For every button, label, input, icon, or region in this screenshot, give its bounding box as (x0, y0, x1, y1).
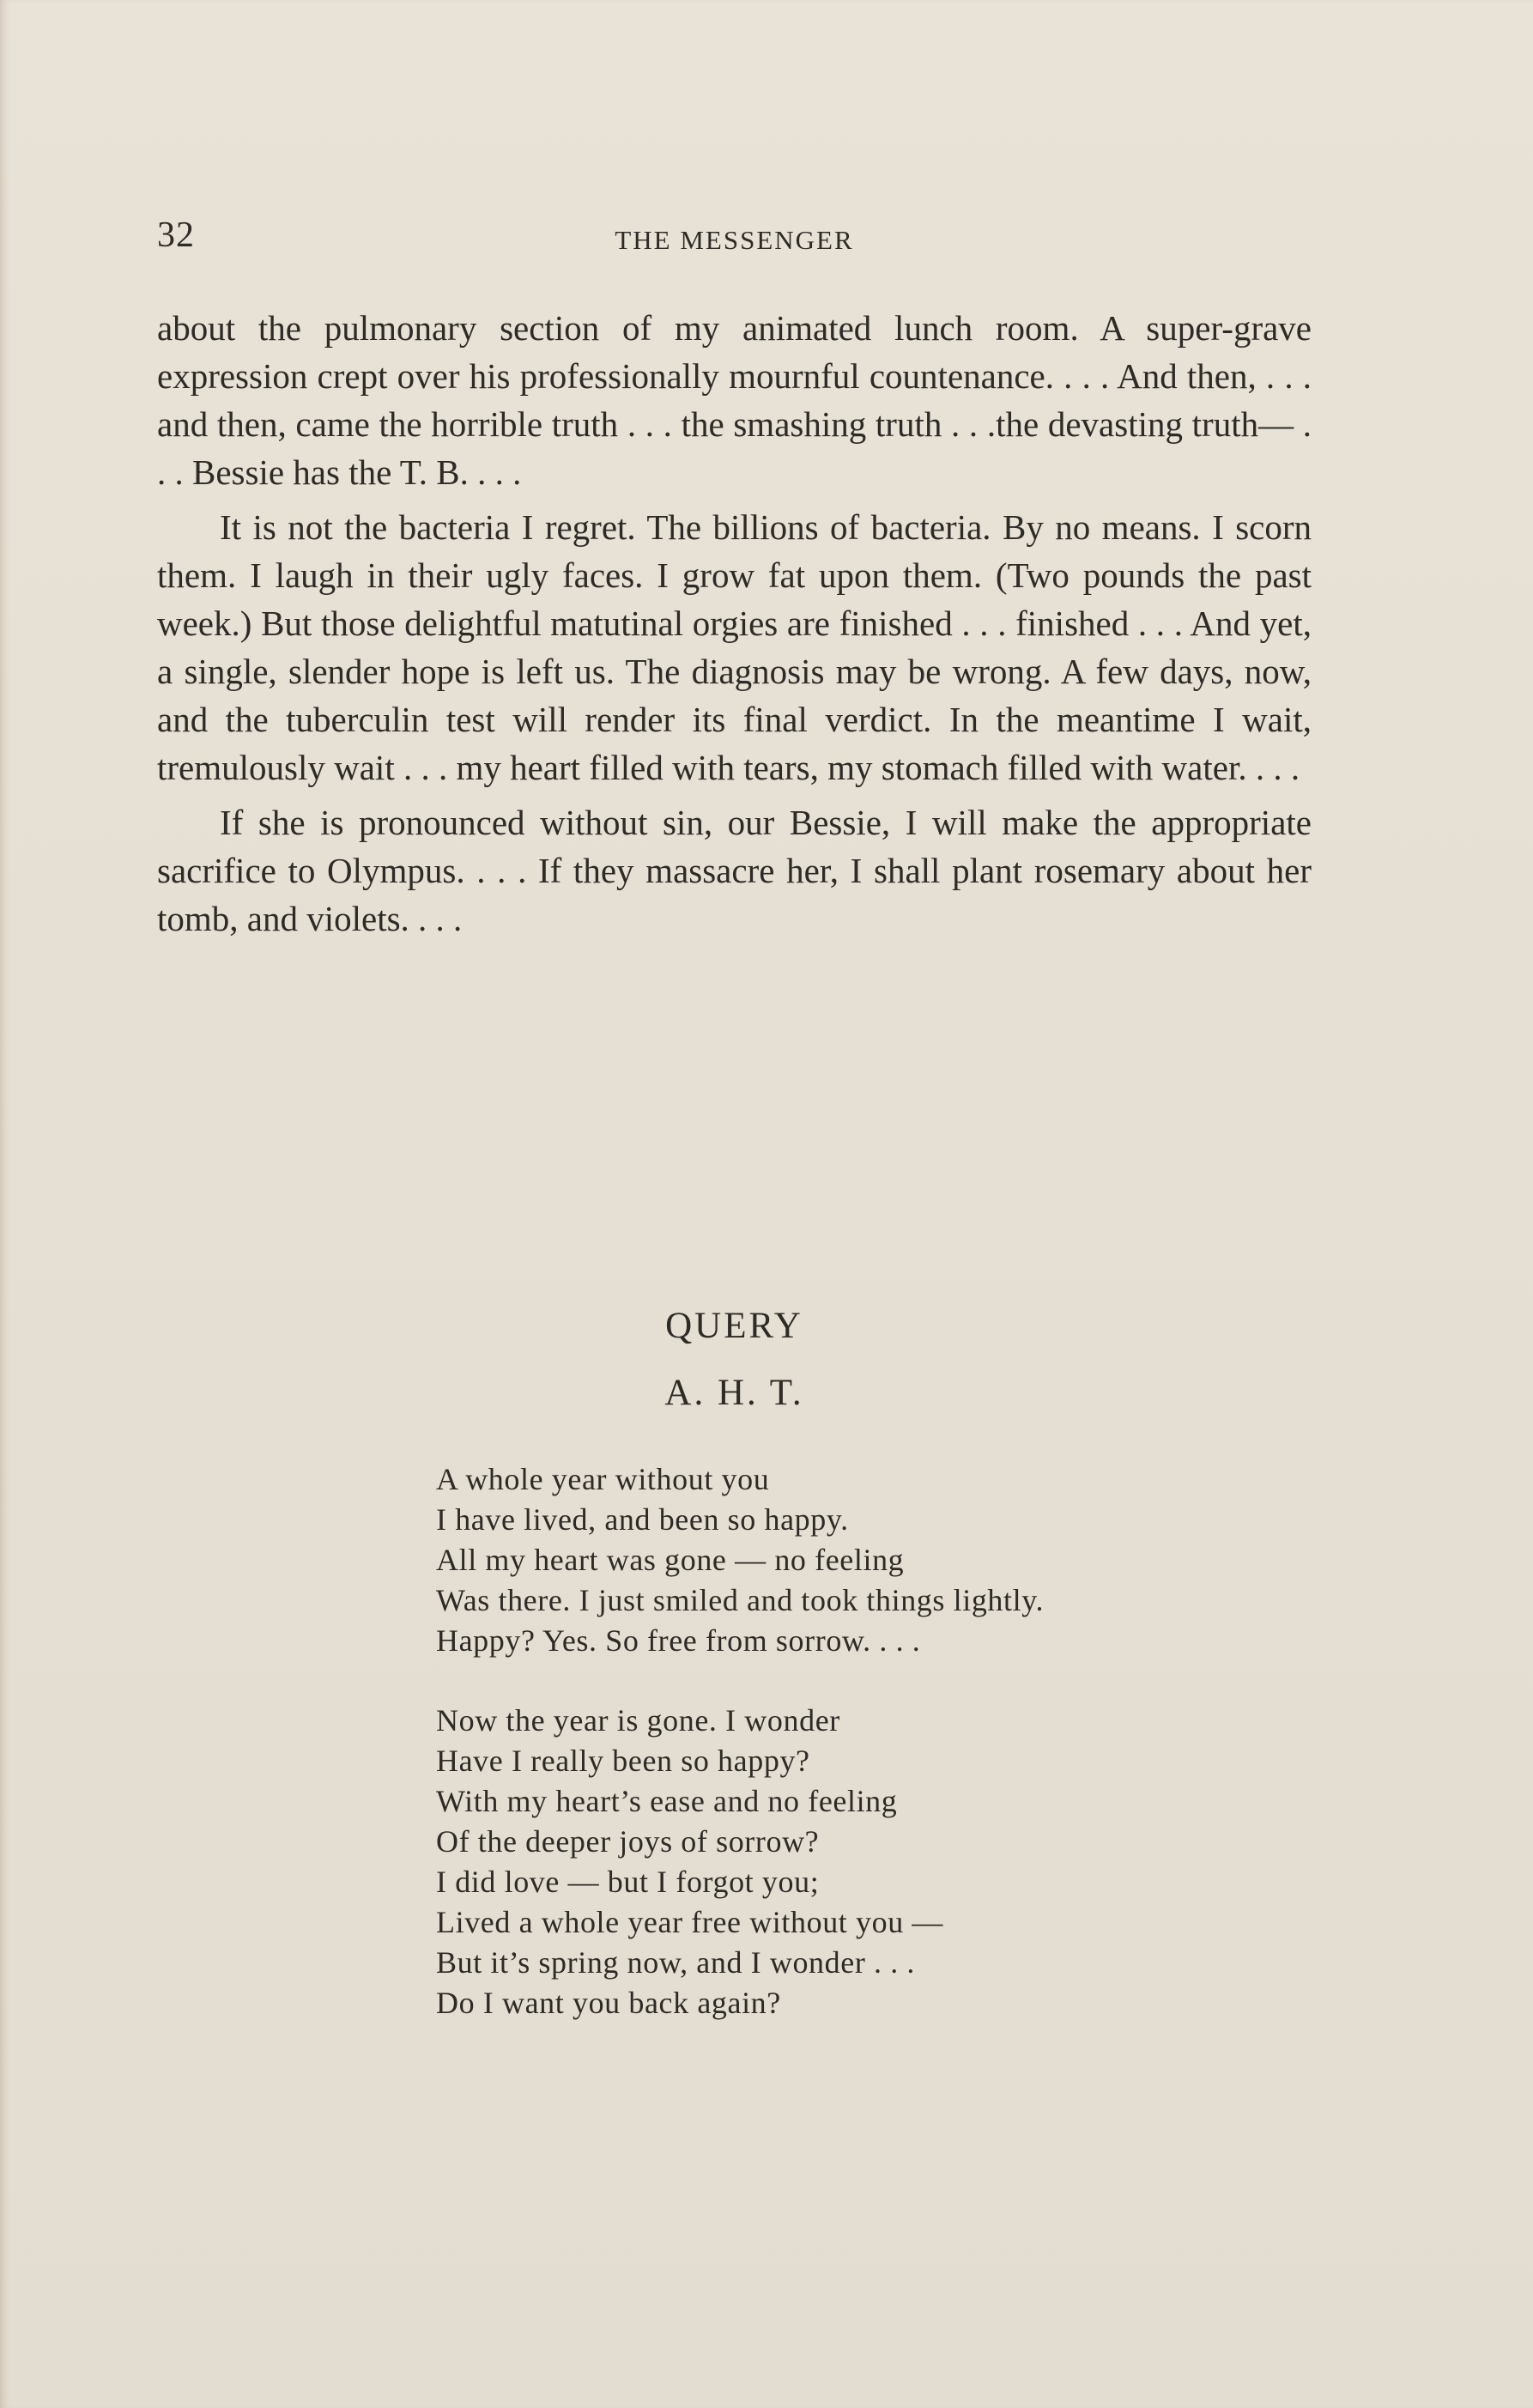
poem-line: With my heart’s ease and no feeling (436, 1784, 898, 1818)
poem-line: Now the year is gone. I wonder (436, 1703, 840, 1738)
poem-line: Of the deeper joys of sorrow? (436, 1824, 820, 1859)
paragraph-continued: about the pulmonary section of my animated lunch room. A super-grave expression crept over his professionally mournful countenance. . . . And then, . . . and then, came the horrible truth . . . the smashing truth . . .the devasting truth— . . . Bessie has the T. B. . . . (157, 308, 1312, 492)
poem-line: Have I really been so happy? (436, 1744, 810, 1778)
poem-line: But it’s spring now, and I wonder . . . (436, 1945, 916, 1980)
poem-line: I did love — but I forgot you; (436, 1865, 820, 1899)
poem-author: A. H. T. (664, 1373, 804, 1413)
paragraph: If she is pronounced without sin, our Bessie, I will make the appropriate sacrifice to Olympus. . . . If they massacre her, I shall plant rosemary about her tomb, and violets. . . . (157, 803, 1312, 938)
poem-stanza (436, 1459, 1329, 1661)
poem-line: All my heart was gone — no feeling (436, 1543, 905, 1577)
poem-stanza (436, 1701, 1329, 2023)
poem-line: Was there. I just smiled and took things lightly. (436, 1583, 1045, 1617)
poem-line: Happy? Yes. So free from sorrow. . . . (436, 1623, 921, 1658)
poem-line: I have lived, and been so happy. (436, 1502, 849, 1537)
poem-line: A whole year without you (436, 1462, 770, 1496)
poem-body (436, 1459, 1329, 2063)
running-head (157, 215, 1312, 266)
poem-line: Do I want you back again? (436, 1986, 781, 2020)
journal-title: THE MESSENGER (615, 225, 854, 255)
prose-body (157, 304, 1312, 949)
paragraph: It is not the bacteria I regret. The billions of bacteria. By no means. I scorn them. I laugh in their ugly faces. I grow fat upon them. (Two pounds the past week.) But those delightful matutinal orgies are finished . . . finished . . . And yet, a single, slender hope is left us. The diagnosis may be wrong. A few days, now, and the tuberculin test will render its final verdict. In the meantime I wait, tremulously wait . . . my heart filled with tears, my stomach filled with water. . . . (157, 507, 1312, 787)
poem-line: Lived a whole year free without you — (436, 1905, 944, 1939)
poem-title: QUERY (665, 1306, 803, 1346)
page-number: 32 (157, 215, 195, 255)
